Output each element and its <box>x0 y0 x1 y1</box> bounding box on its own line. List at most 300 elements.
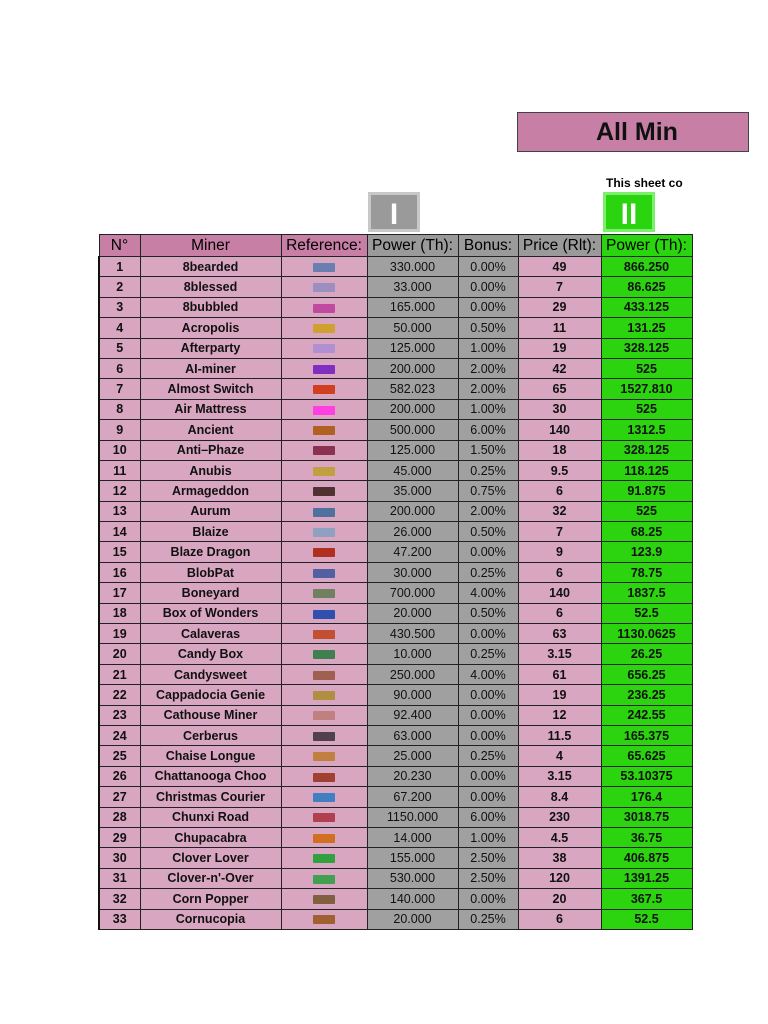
miner-thumbnail <box>313 915 335 924</box>
table-row <box>99 379 692 399</box>
cell-reference <box>281 501 367 521</box>
cell-miner-name: 8bubbled <box>140 297 281 317</box>
cell-total-power: 328.125 <box>601 338 692 358</box>
cell-total-power: 525 <box>601 501 692 521</box>
miner-thumbnail <box>313 324 335 333</box>
table-row <box>99 868 692 888</box>
cell-price: 19 <box>518 685 601 705</box>
cell-bonus: 0.00% <box>458 257 518 277</box>
cell-total-power: 367.5 <box>601 889 692 909</box>
miner-thumbnail <box>313 283 335 292</box>
cell-price: 4.5 <box>518 827 601 847</box>
cell-price: 4 <box>518 746 601 766</box>
cell-price: 9 <box>518 542 601 562</box>
miner-thumbnail <box>313 589 335 598</box>
cell-reference <box>281 318 367 338</box>
table-row <box>99 440 692 460</box>
miner-thumbnail <box>313 834 335 843</box>
cell-total-power: 36.75 <box>601 827 692 847</box>
cell-total-power: 26.25 <box>601 644 692 664</box>
table-row <box>99 542 692 562</box>
sheet-title-banner <box>517 112 749 152</box>
table-row <box>99 522 692 542</box>
cell-bonus: 0.75% <box>458 481 518 501</box>
cell-power: 14.000 <box>367 827 458 847</box>
column-header-number: N° <box>99 235 140 257</box>
cell-miner-name: BlobPat <box>140 562 281 582</box>
section-marker-two: II <box>603 192 655 232</box>
miner-thumbnail <box>313 813 335 822</box>
cell-bonus: 6.00% <box>458 420 518 440</box>
cell-price: 49 <box>518 257 601 277</box>
table-row <box>99 766 692 786</box>
miner-thumbnail <box>313 569 335 578</box>
cell-price: 3.15 <box>518 766 601 786</box>
cell-reference <box>281 399 367 419</box>
cell-bonus: 4.00% <box>458 664 518 684</box>
cell-number: 11 <box>99 460 140 480</box>
miner-thumbnail <box>313 385 335 394</box>
cell-reference <box>281 257 367 277</box>
cell-power: 330.000 <box>367 257 458 277</box>
cell-price: 38 <box>518 848 601 868</box>
cell-reference <box>281 746 367 766</box>
table-row <box>99 603 692 623</box>
column-header-price: Price (Rlt): <box>518 235 601 257</box>
cell-number: 31 <box>99 868 140 888</box>
cell-total-power: 118.125 <box>601 460 692 480</box>
cell-number: 33 <box>99 909 140 929</box>
cell-miner-name: Cerberus <box>140 725 281 745</box>
cell-bonus: 0.00% <box>458 705 518 725</box>
cell-price: 6 <box>518 481 601 501</box>
cell-miner-name: Anubis <box>140 460 281 480</box>
cell-bonus: 0.00% <box>458 889 518 909</box>
cell-power: 430.500 <box>367 624 458 644</box>
column-header-miner: Miner <box>140 235 281 257</box>
cell-bonus: 0.00% <box>458 542 518 562</box>
cell-reference <box>281 277 367 297</box>
cell-miner-name: Acropolis <box>140 318 281 338</box>
cell-miner-name: Chupacabra <box>140 827 281 847</box>
cell-total-power: 1527.810 <box>601 379 692 399</box>
cell-total-power: 78.75 <box>601 562 692 582</box>
cell-power: 30.000 <box>367 562 458 582</box>
cell-price: 120 <box>518 868 601 888</box>
table-row <box>99 338 692 358</box>
miner-thumbnail <box>313 630 335 639</box>
cell-number: 18 <box>99 603 140 623</box>
cell-total-power: 1391.25 <box>601 868 692 888</box>
cell-total-power: 406.875 <box>601 848 692 868</box>
miner-thumbnail <box>313 610 335 619</box>
cell-price: 6 <box>518 562 601 582</box>
table-row <box>99 297 692 317</box>
table-row <box>99 807 692 827</box>
cell-reference <box>281 358 367 378</box>
cell-reference <box>281 522 367 542</box>
cell-power: 20.000 <box>367 909 458 929</box>
cell-miner-name: Box of Wonders <box>140 603 281 623</box>
cell-reference <box>281 379 367 399</box>
miner-thumbnail <box>313 508 335 517</box>
cell-total-power: 165.375 <box>601 725 692 745</box>
cell-number: 16 <box>99 562 140 582</box>
table-row <box>99 848 692 868</box>
cell-number: 17 <box>99 583 140 603</box>
cell-miner-name: Air Mattress <box>140 399 281 419</box>
cell-number: 19 <box>99 624 140 644</box>
cell-number: 22 <box>99 685 140 705</box>
cell-number: 4 <box>99 318 140 338</box>
cell-power: 125.000 <box>367 338 458 358</box>
cell-bonus: 0.00% <box>458 624 518 644</box>
cell-number: 2 <box>99 277 140 297</box>
cell-price: 65 <box>518 379 601 399</box>
cell-power: 26.000 <box>367 522 458 542</box>
cell-reference <box>281 481 367 501</box>
miner-thumbnail <box>313 691 335 700</box>
cell-bonus: 1.00% <box>458 338 518 358</box>
miner-thumbnail <box>313 446 335 455</box>
table-row <box>99 583 692 603</box>
table-row <box>99 358 692 378</box>
miner-thumbnail <box>313 263 335 272</box>
table-row <box>99 787 692 807</box>
miner-thumbnail <box>313 854 335 863</box>
cell-miner-name: Clover-n'-Over <box>140 868 281 888</box>
section-marker-one: I <box>368 192 420 232</box>
cell-power: 125.000 <box>367 440 458 460</box>
cell-total-power: 242.55 <box>601 705 692 725</box>
cell-bonus: 0.00% <box>458 787 518 807</box>
cell-miner-name: Clover Lover <box>140 848 281 868</box>
cell-power: 92.400 <box>367 705 458 725</box>
cell-total-power: 1312.5 <box>601 420 692 440</box>
miner-thumbnail <box>313 344 335 353</box>
cell-number: 9 <box>99 420 140 440</box>
table-row <box>99 746 692 766</box>
cell-reference <box>281 868 367 888</box>
table-row <box>99 827 692 847</box>
column-header-power: Power (Th): <box>367 235 458 257</box>
cell-total-power: 236.25 <box>601 685 692 705</box>
cell-number: 3 <box>99 297 140 317</box>
miners-table <box>98 234 693 930</box>
cell-bonus: 4.00% <box>458 583 518 603</box>
cell-reference <box>281 460 367 480</box>
cell-price: 7 <box>518 277 601 297</box>
cell-reference <box>281 766 367 786</box>
cell-reference <box>281 562 367 582</box>
cell-total-power: 328.125 <box>601 440 692 460</box>
cell-bonus: 1.00% <box>458 399 518 419</box>
table-row <box>99 277 692 297</box>
column-header-reference: Reference: <box>281 235 367 257</box>
cell-price: 19 <box>518 338 601 358</box>
cell-bonus: 0.25% <box>458 909 518 929</box>
cell-number: 29 <box>99 827 140 847</box>
table-row <box>99 501 692 521</box>
cell-power: 47.200 <box>367 542 458 562</box>
cell-power: 165.000 <box>367 297 458 317</box>
cell-number: 7 <box>99 379 140 399</box>
cell-total-power: 525 <box>601 399 692 419</box>
cell-number: 8 <box>99 399 140 419</box>
cell-miner-name: Ancient <box>140 420 281 440</box>
cell-total-power: 123.9 <box>601 542 692 562</box>
cell-power: 200.000 <box>367 501 458 521</box>
table-row <box>99 664 692 684</box>
cell-number: 14 <box>99 522 140 542</box>
cell-reference <box>281 827 367 847</box>
cell-reference <box>281 583 367 603</box>
cell-reference <box>281 685 367 705</box>
cell-power: 155.000 <box>367 848 458 868</box>
cell-number: 12 <box>99 481 140 501</box>
cell-price: 18 <box>518 440 601 460</box>
cell-bonus: 1.50% <box>458 440 518 460</box>
cell-miner-name: Candy Box <box>140 644 281 664</box>
cell-number: 27 <box>99 787 140 807</box>
miner-thumbnail <box>313 487 335 496</box>
cell-number: 13 <box>99 501 140 521</box>
cell-bonus: 6.00% <box>458 807 518 827</box>
cell-price: 11 <box>518 318 601 338</box>
cell-miner-name: Blaze Dragon <box>140 542 281 562</box>
cell-number: 1 <box>99 257 140 277</box>
cell-reference <box>281 603 367 623</box>
cell-price: 230 <box>518 807 601 827</box>
cell-miner-name: 8blessed <box>140 277 281 297</box>
cell-bonus: 0.00% <box>458 725 518 745</box>
cell-reference <box>281 889 367 909</box>
table-row <box>99 420 692 440</box>
cell-bonus: 0.25% <box>458 644 518 664</box>
table-row <box>99 644 692 664</box>
cell-reference <box>281 624 367 644</box>
cell-total-power: 86.625 <box>601 277 692 297</box>
cell-power: 250.000 <box>367 664 458 684</box>
cell-price: 7 <box>518 522 601 542</box>
cell-price: 61 <box>518 664 601 684</box>
cell-reference <box>281 705 367 725</box>
cell-power: 530.000 <box>367 868 458 888</box>
cell-miner-name: Aurum <box>140 501 281 521</box>
cell-total-power: 433.125 <box>601 297 692 317</box>
cell-bonus: 1.00% <box>458 827 518 847</box>
cell-miner-name: Calaveras <box>140 624 281 644</box>
cell-power: 35.000 <box>367 481 458 501</box>
table-row <box>99 562 692 582</box>
cell-price: 6 <box>518 909 601 929</box>
cell-bonus: 2.00% <box>458 501 518 521</box>
cell-price: 3.15 <box>518 644 601 664</box>
cell-price: 6 <box>518 603 601 623</box>
cell-reference <box>281 664 367 684</box>
cell-bonus: 2.00% <box>458 379 518 399</box>
cell-power: 20.000 <box>367 603 458 623</box>
table-row <box>99 705 692 725</box>
table-row <box>99 889 692 909</box>
cell-number: 24 <box>99 725 140 745</box>
cell-power: 63.000 <box>367 725 458 745</box>
sheet-title: All Min <box>596 118 678 146</box>
cell-number: 20 <box>99 644 140 664</box>
column-header-total-power: Power (Th): <box>601 235 692 257</box>
table-row <box>99 318 692 338</box>
cell-reference <box>281 440 367 460</box>
miner-thumbnail <box>313 467 335 476</box>
cell-total-power: 525 <box>601 358 692 378</box>
cell-power: 200.000 <box>367 358 458 378</box>
table-header-row <box>99 235 692 257</box>
miner-thumbnail <box>313 671 335 680</box>
miner-thumbnail <box>313 895 335 904</box>
cell-price: 20 <box>518 889 601 909</box>
cell-bonus: 0.25% <box>458 562 518 582</box>
miner-thumbnail <box>313 365 335 374</box>
cell-bonus: 2.50% <box>458 848 518 868</box>
column-header-bonus: Bonus: <box>458 235 518 257</box>
table-row <box>99 909 692 929</box>
cell-miner-name: Christmas Courier <box>140 787 281 807</box>
cell-total-power: 65.625 <box>601 746 692 766</box>
cell-power: 20.230 <box>367 766 458 786</box>
cell-price: 63 <box>518 624 601 644</box>
cell-bonus: 0.50% <box>458 318 518 338</box>
miner-thumbnail <box>313 875 335 884</box>
cell-total-power: 1130.0625 <box>601 624 692 644</box>
miner-thumbnail <box>313 304 335 313</box>
cell-total-power: 52.5 <box>601 603 692 623</box>
miner-thumbnail <box>313 752 335 761</box>
cell-total-power: 68.25 <box>601 522 692 542</box>
cell-total-power: 1837.5 <box>601 583 692 603</box>
cell-price: 8.4 <box>518 787 601 807</box>
cell-power: 45.000 <box>367 460 458 480</box>
miner-thumbnail <box>313 793 335 802</box>
cell-reference <box>281 542 367 562</box>
cell-price: 140 <box>518 583 601 603</box>
cell-number: 15 <box>99 542 140 562</box>
cell-bonus: 0.00% <box>458 766 518 786</box>
cell-bonus: 0.00% <box>458 685 518 705</box>
miner-thumbnail <box>313 732 335 741</box>
cell-number: 26 <box>99 766 140 786</box>
cell-number: 23 <box>99 705 140 725</box>
cell-power: 200.000 <box>367 399 458 419</box>
cell-reference <box>281 644 367 664</box>
cell-miner-name: Blaize <box>140 522 281 542</box>
cell-power: 90.000 <box>367 685 458 705</box>
cell-power: 140.000 <box>367 889 458 909</box>
cell-miner-name: 8bearded <box>140 257 281 277</box>
sheet-note: This sheet co <box>606 176 683 190</box>
miner-thumbnail <box>313 650 335 659</box>
cell-miner-name: Cathouse Miner <box>140 705 281 725</box>
cell-miner-name: AI-miner <box>140 358 281 378</box>
table-row <box>99 624 692 644</box>
cell-bonus: 2.00% <box>458 358 518 378</box>
cell-number: 30 <box>99 848 140 868</box>
cell-bonus: 0.00% <box>458 277 518 297</box>
cell-total-power: 131.25 <box>601 318 692 338</box>
cell-power: 1150.000 <box>367 807 458 827</box>
cell-power: 33.000 <box>367 277 458 297</box>
cell-miner-name: Candysweet <box>140 664 281 684</box>
cell-reference <box>281 725 367 745</box>
cell-reference <box>281 297 367 317</box>
cell-power: 10.000 <box>367 644 458 664</box>
miner-thumbnail <box>313 406 335 415</box>
cell-number: 5 <box>99 338 140 358</box>
cell-reference <box>281 807 367 827</box>
cell-number: 25 <box>99 746 140 766</box>
cell-bonus: 0.00% <box>458 297 518 317</box>
cell-miner-name: Chunxi Road <box>140 807 281 827</box>
cell-total-power: 656.25 <box>601 664 692 684</box>
cell-total-power: 176.4 <box>601 787 692 807</box>
cell-miner-name: Anti–Phaze <box>140 440 281 460</box>
cell-number: 21 <box>99 664 140 684</box>
cell-bonus: 0.25% <box>458 746 518 766</box>
cell-miner-name: Boneyard <box>140 583 281 603</box>
cell-power: 582.023 <box>367 379 458 399</box>
cell-miner-name: Chattanooga Choo <box>140 766 281 786</box>
cell-bonus: 0.25% <box>458 460 518 480</box>
table-row <box>99 725 692 745</box>
cell-number: 32 <box>99 889 140 909</box>
miner-thumbnail <box>313 528 335 537</box>
cell-price: 9.5 <box>518 460 601 480</box>
miner-thumbnail <box>313 711 335 720</box>
cell-power: 700.000 <box>367 583 458 603</box>
cell-price: 42 <box>518 358 601 378</box>
table-row <box>99 481 692 501</box>
cell-miner-name: Almost Switch <box>140 379 281 399</box>
table-row <box>99 257 692 277</box>
cell-price: 12 <box>518 705 601 725</box>
cell-total-power: 3018.75 <box>601 807 692 827</box>
cell-price: 30 <box>518 399 601 419</box>
cell-miner-name: Chaise Longue <box>140 746 281 766</box>
cell-bonus: 0.50% <box>458 522 518 542</box>
cell-price: 140 <box>518 420 601 440</box>
cell-bonus: 0.50% <box>458 603 518 623</box>
cell-price: 29 <box>518 297 601 317</box>
cell-total-power: 53.10375 <box>601 766 692 786</box>
table-row <box>99 685 692 705</box>
cell-miner-name: Armageddon <box>140 481 281 501</box>
cell-reference <box>281 420 367 440</box>
cell-reference <box>281 909 367 929</box>
table-row <box>99 460 692 480</box>
cell-power: 50.000 <box>367 318 458 338</box>
cell-miner-name: Cornucopia <box>140 909 281 929</box>
cell-total-power: 52.5 <box>601 909 692 929</box>
cell-total-power: 866.250 <box>601 257 692 277</box>
cell-miner-name: Afterparty <box>140 338 281 358</box>
miner-thumbnail <box>313 773 335 782</box>
miner-thumbnail <box>313 426 335 435</box>
cell-power: 25.000 <box>367 746 458 766</box>
cell-number: 6 <box>99 358 140 378</box>
cell-reference <box>281 338 367 358</box>
cell-price: 32 <box>518 501 601 521</box>
cell-power: 500.000 <box>367 420 458 440</box>
cell-number: 28 <box>99 807 140 827</box>
